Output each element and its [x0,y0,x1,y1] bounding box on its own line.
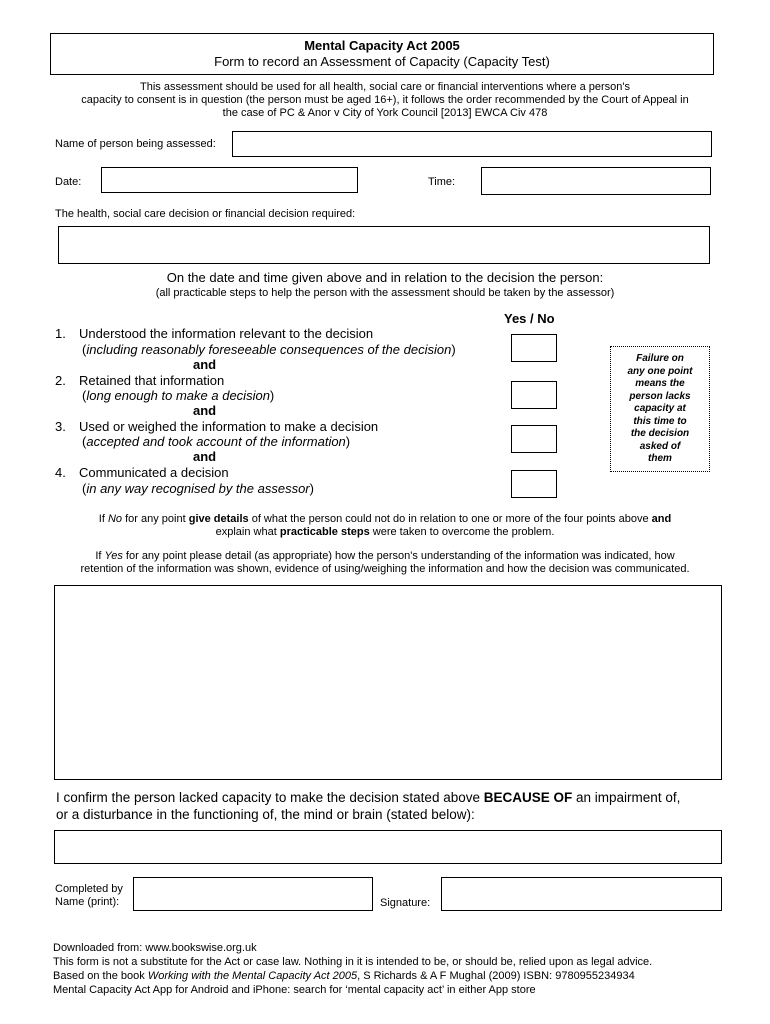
yes-no-heading: Yes / No [504,311,555,326]
point-1-yes-no-input[interactable] [511,334,557,362]
name-input[interactable] [232,131,712,157]
point-3-detail-text: accepted and took account of the information [86,434,346,449]
point-3-detail: (accepted and took account of the information) [82,434,351,449]
date-input[interactable] [101,167,358,193]
point-4-yes-no-input[interactable] [511,470,557,498]
signature-label: Signature: [380,897,431,909]
point-4-detail: (in any way recognised by the assessor) [82,481,314,496]
failure-note-line: person lacks [629,390,691,402]
details-input[interactable] [54,585,722,780]
no-text-b: give details [188,513,249,525]
footer-book-title: Working with the Mental Capacity Act 2005 [147,970,358,982]
and-2: and [193,403,217,418]
point-1-number: 1. [55,326,66,341]
completed-by-line-2: Name (print): [55,896,120,908]
failure-note-text [611,353,709,466]
signature-input[interactable] [441,877,722,911]
decision-label: The health, social care decision or financial decision required: [55,208,356,220]
form-title: Mental Capacity Act 2005 [304,38,460,53]
failure-note-line: means the [635,378,685,389]
footer-line-3 [53,970,635,982]
point-4-number: 4. [55,465,66,480]
intro-line-1: This assessment should be used for all health, social care or financial interventions where a person's [139,81,631,93]
and-3: and [193,449,217,464]
confirm-text-1: I confirm the person lacked capacity to make the decision stated above [56,790,480,805]
footer-line-1: Downloaded from: www.bookswise.org.uk [53,942,257,954]
yes-text-a: for any point please detail (as appropriate) how the person's understanding of the information was indicated, how [125,550,675,562]
no-text-a: for any point [125,513,186,525]
yes-instruction-line-2: retention of the information was shown, evidence of using/weighing the information and how the decision was communicated. [80,563,690,575]
form-subtitle: Form to record an Assessment of Capacity (Capacity Test) [214,54,550,69]
point-4-text: Communicated a decision [79,465,229,480]
and-1: and [193,357,217,372]
no-text-c: of what the person could not do in relation to one or more of the four points above [251,513,649,525]
point-1-detail-text: including reasonably foreseeable consequences of the decision [86,342,452,357]
footer-line-2: This form is not a substitute for the Act or case law. Nothing in it is intended to be, or should be, relied upon as legal advice. [53,956,653,968]
point-3-number: 3. [55,419,66,434]
no-text-d: and [651,513,672,525]
point-2-detail-text: long enough to make a decision [86,388,270,403]
time-input[interactable] [481,167,711,195]
decision-input[interactable] [58,226,710,264]
no-text-f: practicable steps [279,526,370,538]
completed-by-input[interactable] [133,877,373,911]
point-3-yes-no-input[interactable] [511,425,557,453]
failure-note-line: asked of [639,440,681,452]
no-instruction-line-2 [30,526,740,538]
no-word: No [107,513,123,525]
point-1-text: Understood the information relevant to the decision [79,326,374,341]
failure-note-line: capacity at [634,403,686,414]
footer-line-3-a: Based on the book [53,970,145,982]
intro-line-3: the case of PC & Anor v City of York Council [2013] EWCA Civ 478 [222,107,548,119]
completed-by-line-1: Completed by [55,883,123,895]
point-4-detail-text: in any way recognised by the assessor [86,481,310,496]
yes-word: Yes [104,550,123,562]
yes-instruction-line-1 [30,550,740,562]
failure-note-line: this time to [633,415,687,427]
failure-note-line: any one point [627,365,693,377]
point-2-text: Retained that information [79,373,225,388]
confirm-because: BECAUSE OF [483,790,573,805]
date-label: Date: [55,176,82,188]
point-1-detail: (including reasonably foreseeable consequences of the decision) [82,342,456,357]
footer-line-4: Mental Capacity Act App for Android and iPhone: search for ‘mental capacity act’ in either App store [53,984,536,996]
footer-line-3-b: , S Richards & A F Mughal (2009) ISBN: 9780955234934 [357,970,635,982]
failure-note-box [610,346,710,472]
confirm-line-2: or a disturbance in the functioning of, the mind or brain (stated below): [56,807,475,822]
impairment-input[interactable] [54,830,722,864]
time-label: Time: [428,176,456,188]
test-subheading: (all practicable steps to help the person with the assessment should be taken by the assessor) [155,287,615,299]
name-label: Name of person being assessed: [55,138,216,150]
point-2-detail: (long enough to make a decision) [82,388,275,403]
test-heading: On the date and time given above and in relation to the decision the person: [166,270,604,285]
point-2-number: 2. [55,373,66,388]
failure-note-line: them [648,453,672,464]
completed-by-label [55,883,123,909]
intro-line-2: capacity to consent is in question (the person must be aged 16+), it follows the order recommended by the Court of Appeal in [81,94,689,106]
no-if: If [98,513,105,525]
no-instruction-line-1 [30,513,740,525]
title-box [50,33,714,75]
point-2-yes-no-input[interactable] [511,381,557,409]
no-text-g: were taken to overcome the problem. [372,526,555,538]
yes-if: If [95,550,102,562]
point-3-text: Used or weighed the information to make a decision [79,419,379,434]
failure-note-line: Failure on [636,353,684,364]
confirm-line-1 [56,790,680,805]
failure-note-line: the decision [630,428,690,439]
confirm-text-2: an impairment of, [576,790,681,805]
no-text-e: explain what [215,526,277,538]
